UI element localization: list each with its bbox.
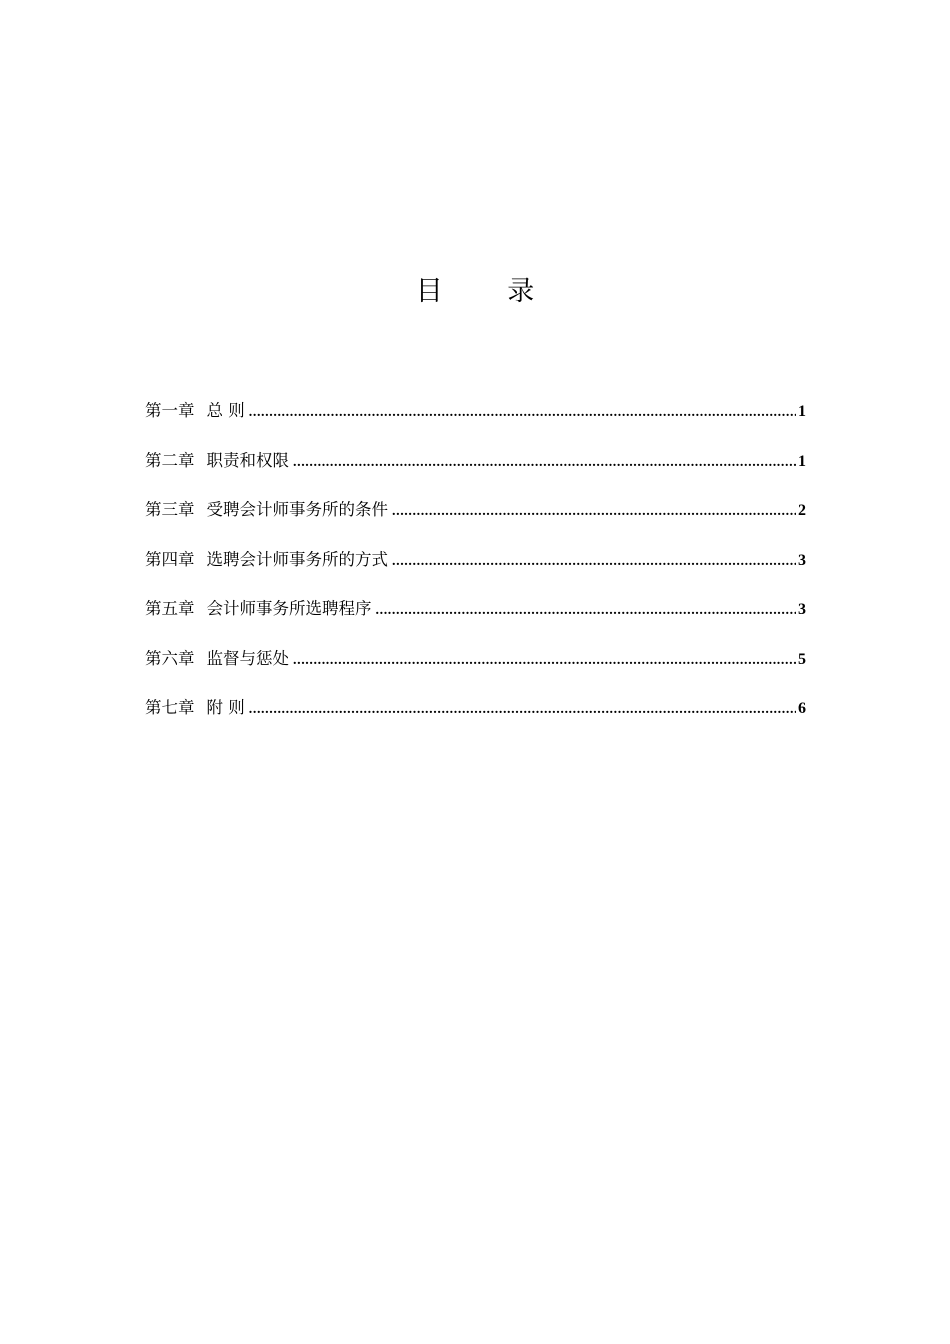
toc-chapter-title: 监督与惩处 — [206, 648, 289, 668]
toc-entry-heading — [145, 693, 245, 723]
toc-dot-leader — [249, 695, 796, 725]
toc-entry-heading — [145, 495, 388, 525]
toc-chapter-number: 第二章 — [145, 450, 195, 470]
toc-entry-chapter-7[interactable] — [145, 693, 806, 743]
toc-dot-leader — [293, 646, 796, 676]
toc-page-number: 3 — [798, 551, 806, 569]
toc-chapter-number: 第一章 — [145, 401, 195, 420]
toc-entry-chapter-1[interactable] — [145, 396, 806, 446]
toc-chapter-title: 附 则 — [206, 698, 245, 717]
toc-chapter-number: 第三章 — [145, 500, 195, 519]
toc-chapter-number: 第六章 — [145, 648, 195, 668]
toc-entry-heading — [145, 594, 372, 624]
toc-page-number: 6 — [798, 700, 806, 717]
toc-chapter-title: 总 则 — [206, 401, 245, 420]
toc-chapter-title: 职责和权限 — [206, 450, 289, 470]
toc-page-number: 3 — [798, 601, 806, 618]
toc-chapter-number: 第五章 — [145, 599, 195, 618]
toc-dot-leader — [249, 398, 796, 428]
toc-entry-heading — [145, 446, 289, 476]
toc-page-number: 5 — [798, 650, 806, 668]
toc-dot-leader — [392, 497, 796, 527]
page-title: 目 录 — [415, 276, 563, 307]
toc-chapter-title: 会计师事务所选聘程序 — [206, 599, 372, 618]
toc-page-number: 1 — [798, 403, 806, 420]
toc-chapter-title: 选聘会计师事务所的方式 — [206, 549, 388, 569]
toc-chapter-number: 第七章 — [145, 698, 195, 717]
toc-entry-heading — [145, 396, 245, 426]
toc-page-number: 1 — [798, 452, 806, 470]
toc-chapter-title: 受聘会计师事务所的条件 — [206, 500, 388, 519]
toc-dot-leader — [392, 547, 796, 577]
toc-page-number: 2 — [798, 502, 806, 519]
toc-entry-chapter-6[interactable] — [145, 644, 806, 694]
toc-entry-chapter-3[interactable] — [145, 495, 806, 545]
toc-dot-leader — [376, 596, 797, 626]
toc-entry-chapter-4[interactable] — [145, 545, 806, 595]
toc-entry-heading — [145, 644, 289, 674]
toc-entry-chapter-2[interactable] — [145, 446, 806, 496]
table-of-contents — [145, 396, 806, 743]
toc-entry-chapter-5[interactable] — [145, 594, 806, 644]
toc-entry-heading — [145, 545, 388, 575]
toc-dot-leader — [293, 448, 796, 478]
toc-chapter-number: 第四章 — [145, 549, 195, 569]
